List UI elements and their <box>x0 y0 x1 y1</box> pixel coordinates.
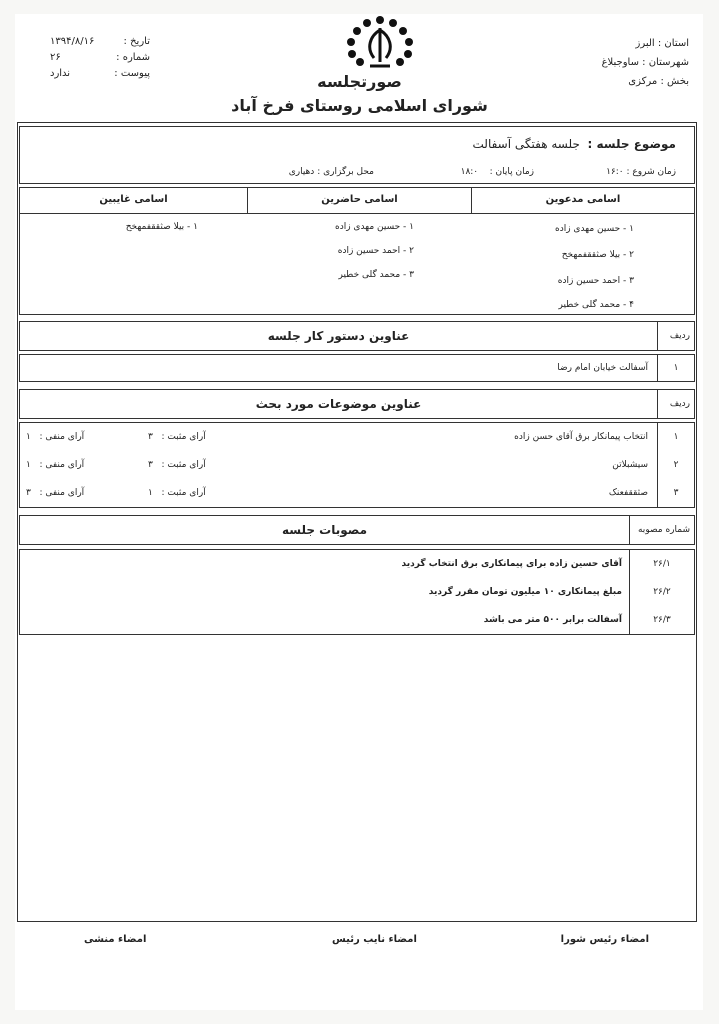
agenda-item-num: ۱ <box>673 363 679 373</box>
location-value: دهیاری <box>288 167 315 177</box>
agenda-header <box>19 321 695 351</box>
resolution-text: مبلغ پیمانکاری ۱۰ میلیون تومان مقرر گردید <box>428 587 622 597</box>
resolution-num: ۲۶/۱ <box>653 559 671 569</box>
number-value: ۲۶ <box>50 52 61 63</box>
agenda-title: عناوین دستور کار جلسه <box>267 329 410 343</box>
start-value: ۱۶:۰ <box>606 167 624 177</box>
present-item: ۳ - محمد گلی خطیر <box>338 270 414 280</box>
invited-item: ۴ - محمد گلی خطیر <box>558 300 634 310</box>
location-label: محل برگزاری : <box>317 167 374 177</box>
attachment-label: پیوست : <box>114 68 150 79</box>
end-time <box>461 167 534 177</box>
province-label: استان : <box>657 38 689 49</box>
topics-table <box>19 422 695 508</box>
date-label: تاریخ : <box>123 36 150 47</box>
topic-positive: آرای مثبت : ۱ <box>148 488 206 498</box>
end-label: زمان پایان : <box>489 167 534 177</box>
number-col-divider <box>629 516 630 544</box>
document-title: صورتجلسه <box>317 72 402 91</box>
topics-row-header: ردیف <box>669 399 690 409</box>
header-divider <box>20 213 694 214</box>
topics-title: عناوین موضوعات مورد بحث <box>255 397 422 411</box>
resolutions-header <box>19 515 695 545</box>
resolutions-table <box>19 549 695 635</box>
topic-num: ۲ <box>673 460 679 470</box>
council-name: شورای اسلامی روستای فرخ آباد <box>231 96 488 115</box>
invited-item: ۳ - احمد حسین زاده <box>557 276 634 286</box>
row-col-divider <box>657 390 658 418</box>
attachment-value: ندارد <box>50 68 71 79</box>
signature-head: امضاء رئیس شورا <box>560 934 649 945</box>
topic-text: انتخاب پیمانکار برق آقای حسن زاده <box>514 432 648 442</box>
topic-negative: آرای منفی : ۱ <box>26 460 85 470</box>
topic-num: ۱ <box>673 432 679 442</box>
attendance-table <box>19 187 695 315</box>
resolutions-title: مصوبات جلسه <box>281 523 368 537</box>
absent-header: اسامی غایبین <box>99 194 168 205</box>
meeting-info-box <box>19 126 695 184</box>
agenda-item-text: آسفالت خیابان امام رضا <box>557 363 648 373</box>
start-label: زمان شروع : <box>626 167 676 177</box>
signature-deputy: امضاء نایب رئیس <box>332 934 417 945</box>
county-label: شهرستان : <box>642 57 689 68</box>
end-value: ۱۸:۰ <box>460 167 479 177</box>
resolution-text: آقای حسین زاده برای پیمانکاری برق انتخاب گردید <box>401 559 622 569</box>
topic-text: سیشبلاتن <box>612 460 648 470</box>
absent-item: ۱ - بیلا صثققفمهخح <box>125 222 198 232</box>
invited-header: اسامی مدعوین <box>545 194 621 205</box>
county-value: ساوجبلاغ <box>601 57 639 68</box>
location <box>289 167 374 177</box>
resolution-number-header: شماره مصوبه <box>637 525 690 535</box>
topic-negative: آرای منفی : ۳ <box>26 488 85 498</box>
topics-header <box>19 389 695 419</box>
district-value: مرکزی <box>628 76 658 87</box>
subject-row <box>473 137 676 151</box>
topic-num: ۳ <box>673 488 679 498</box>
row-col-divider <box>657 322 658 350</box>
invited-item: ۱ - حسین مهدی زاده <box>554 224 634 234</box>
topic-text: صثققفعنک <box>608 488 648 498</box>
resolution-num: ۲۶/۳ <box>653 615 671 625</box>
topic-positive: آرای مثبت : ۳ <box>148 432 206 442</box>
subject-value: جلسه هفتگی آسفالت <box>472 137 580 151</box>
province-value: البرز <box>635 38 655 49</box>
start-time <box>606 167 676 177</box>
date-value: ۱۳۹۴/۸/۱۶ <box>50 36 95 47</box>
iran-emblem-icon <box>340 14 420 72</box>
agenda-row-header: ردیف <box>669 331 690 341</box>
signature-secretary: امضاء منشی <box>84 934 147 945</box>
number-label: شماره : <box>116 52 150 63</box>
district-label: بخش : <box>660 76 689 87</box>
agenda-row <box>19 354 695 382</box>
present-header: اسامی حاضرین <box>321 194 398 205</box>
present-item: ۱ - حسین مهدی زاده <box>334 222 414 232</box>
subject-label: موضوع جلسه : <box>587 137 676 151</box>
resolution-text: آسفالت برابر ۵۰۰ متر می باشد <box>483 615 622 625</box>
topic-positive: آرای مثبت : ۳ <box>148 460 206 470</box>
invited-item: ۲ - بیلا صثققفمهخح <box>561 250 634 260</box>
topic-negative: آرای منفی : ۱ <box>26 432 85 442</box>
resolution-num: ۲۶/۲ <box>653 587 671 597</box>
present-item: ۲ - احمد حسین زاده <box>337 246 414 256</box>
